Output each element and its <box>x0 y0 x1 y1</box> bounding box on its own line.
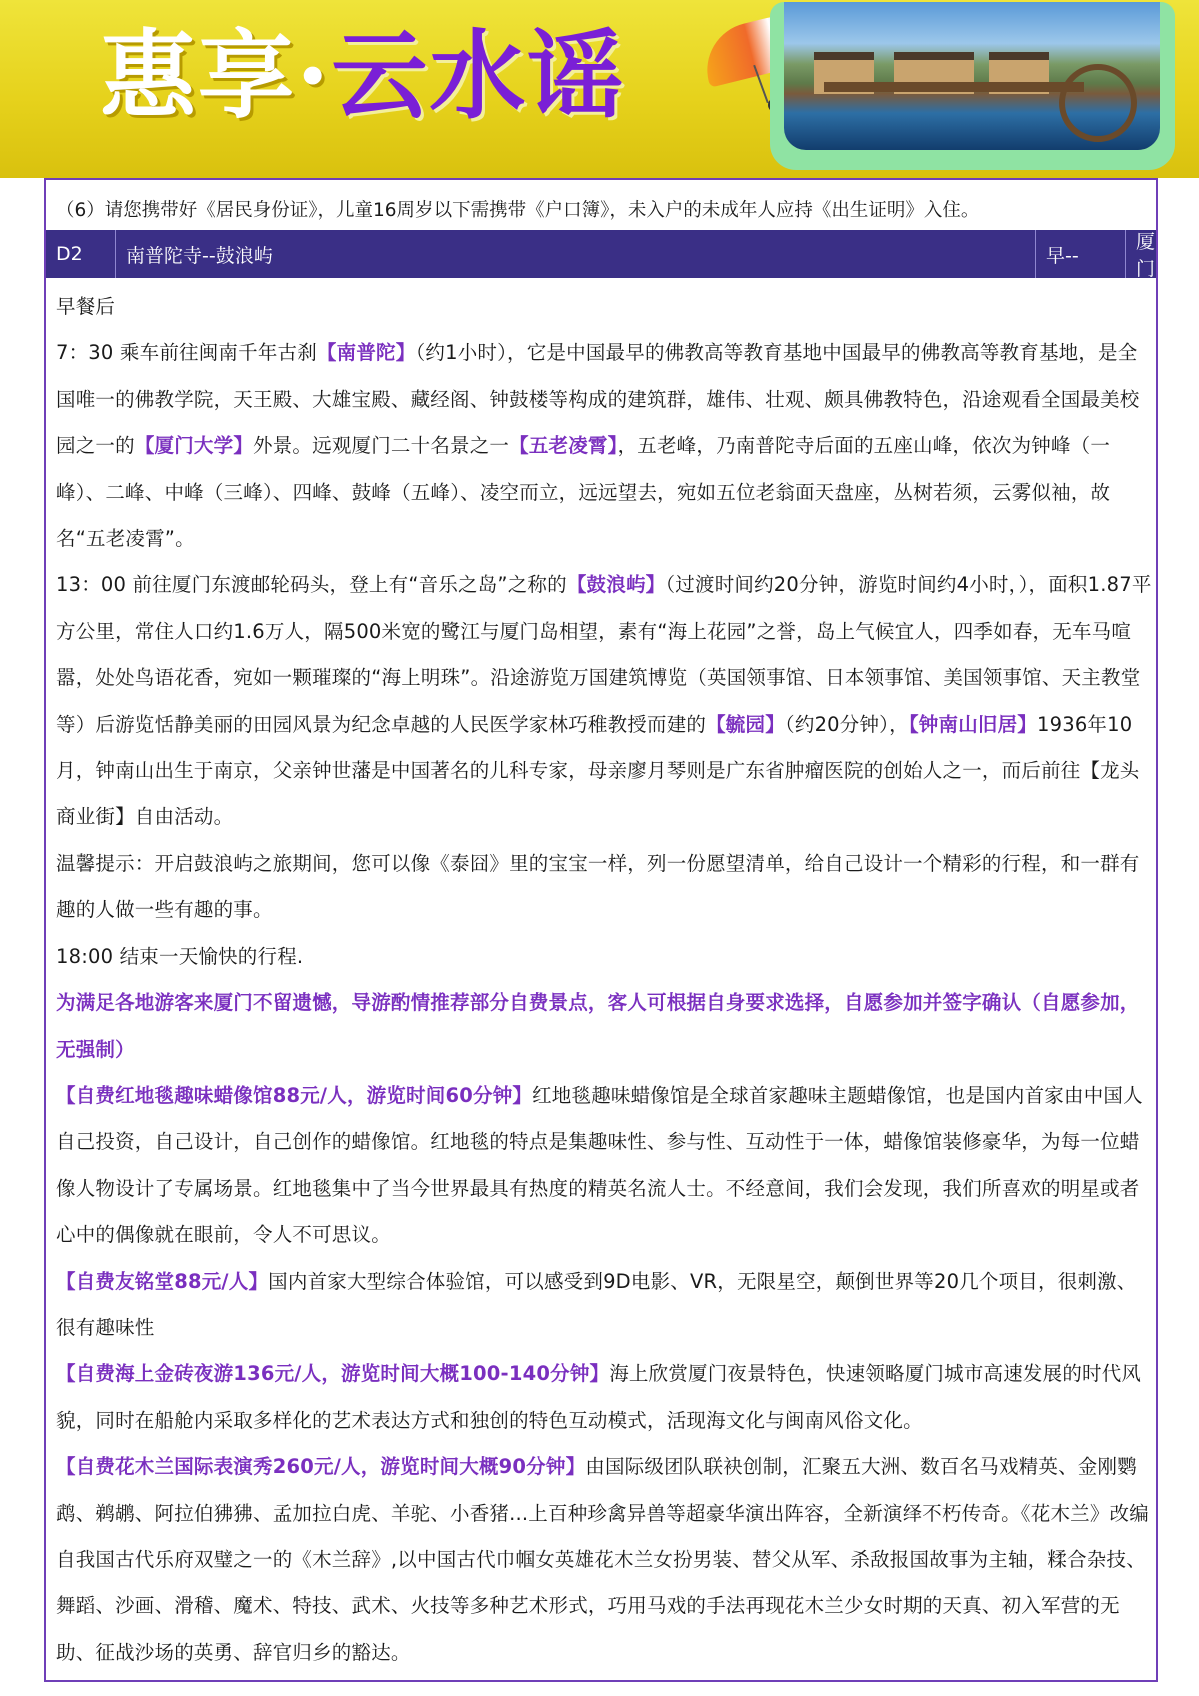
optional-wax-museum-text: 红地毯趣味蜡像馆是全球首家趣味主题蜡像馆，也是国内首家由中国人自己投资，自己设计，自己创作的蜡像馆。红地毯的特点是集趣味性、参与性、互动性于一体，蜡像馆装修豪华，为每一位蜡像人物设计了专属场景。红地毯集中了当今世界最具有热度的精英名流人士。不经意间，我们会发现，我们所喜欢的明星或者心中的偶像就在眼前，令人不可思议。 <box>56 1083 1143 1247</box>
optional-night-cruise <box>56 1351 1152 1444</box>
day-meals: 早-- <box>1036 230 1126 278</box>
text-segment: 7：30 乘车前往闽南千年古刹 <box>56 341 317 365</box>
highlight-zhongnanshan: 【钟南山旧居】 <box>908 712 1037 736</box>
optional-night-cruise-title: 【自费海上金砖夜游136元/人，游览时间大概100-140分钟】 <box>56 1362 610 1386</box>
highlight-wulao: 【五老凌霄】 <box>509 434 618 458</box>
end-of-day: 18:00 结束一天愉快的行程. <box>56 944 304 968</box>
paragraph-nanputuo <box>56 330 1152 562</box>
optional-wax-museum-title: 【自费红地毯趣味蜡像馆88元/人，游览时间60分钟】 <box>56 1083 533 1107</box>
highlight-nanputuo: 【南普陀】 <box>316 341 416 365</box>
optional-attractions-note: 为满足各地游客来厦门不留遗憾，导游酌情推荐部分自费景点，客人可根据自身要求选择，自愿参加并签字确认（自愿参加，无强制） <box>56 991 1140 1061</box>
text-segment: （约20分钟）， <box>784 712 909 736</box>
highlight-yuyuan: 【毓园】 <box>706 712 785 736</box>
text-segment: （约1小时），它是中国最早的佛教高等教育基地中国最早的佛教高等教育基地，是全国唯一的佛教学院，天王殿、大雄宝殿、藏经阁、钟鼓楼等构成的建筑群，雄伟、壮观、颇具佛教特色，沿途观看全国最美校园之一的 <box>56 341 1140 458</box>
suitcase-scenery-image <box>770 2 1175 176</box>
banner-title-dot: · <box>296 19 332 132</box>
day-number: D2 <box>46 230 116 278</box>
village-scene <box>784 2 1160 150</box>
text-segment: ，五老峰，乃南普陀寺后面的五座山峰，依次为钟峰（一峰）、二峰、中峰（三峰）、四峰、鼓峰（五峰）、凌空而立，远远望去，宛如五位老翁面天盘座，丛树若须，云雾似袖，故名“五老凌霄”。 <box>56 434 1111 551</box>
id-document-note: （6）请您携带好《居民身份证》，儿童16周岁以下需携带《户口簿》，未入户的未成年人应持《出生证明》入住。 <box>56 200 980 221</box>
optional-youmingtang <box>56 1259 1152 1352</box>
itinerary-box <box>44 178 1158 1682</box>
optional-wax-museum <box>56 1073 1152 1259</box>
optional-mulan-show <box>56 1444 1152 1676</box>
optional-night-cruise-text: 海上欣赏厦门夜景特色，快速领略厦门城市高速发展的时代风貌，同时在船舱内采取多样化的艺术表达方式和独创的特色互动模式，活现海文化与闽南风俗文化。 <box>56 1362 1142 1432</box>
day-stay: 厦门 <box>1136 231 1156 280</box>
text-segment: （过渡时间约20分钟，游览时间约4小时，），面积1.87平方公里，常住人口约1.6万人，隔500米宽的鹭江与厦门岛相望，素有“海上花园”之誉，岛上气候宜人，四季如春，无车马喧嚣，处处鸟语花香，宛如一颗璀璨的“海上明珠”。沿途游览万国建筑博览（英国领事馆、日本领事馆、美国领事馆、天主教堂等）后游览恬静美丽的田园风景为纪念卓越的人民医学家林巧稚教授而建的 <box>56 573 1152 736</box>
water-wheel <box>1059 64 1137 142</box>
banner-title-part1: 惠享 <box>100 19 296 132</box>
highlight-gulangyu: 【鼓浪屿】 <box>566 573 666 597</box>
text-segment: 外景。远观厦门二十名景之一 <box>253 434 510 458</box>
highlight-xiamen-university: 【厦门大学】 <box>134 434 254 458</box>
day-route: 南普陀寺--鼓浪屿 <box>116 230 1036 278</box>
day-header-bar <box>46 230 1156 278</box>
banner-title-part2: 云水谣 <box>331 19 626 132</box>
paragraph-gulangyu <box>56 562 1152 840</box>
optional-youmingtang-text: 国内首家大型综合体验馆，可以感受到9D电影、VR，无限星空，颠倒世界等20几个项目，很刺激、很有趣味性 <box>56 1269 1137 1339</box>
page-banner <box>0 0 1199 178</box>
itinerary-body <box>56 284 1152 1676</box>
warm-tip: 温馨提示：开启鼓浪屿之旅期间，您可以像《泰囧》里的宝宝一样，列一份愿望清单，给自己设计一个精彩的行程，和一群有趣的人做一些有趣的事。 <box>56 851 1140 922</box>
wooden-bridge <box>824 82 1084 92</box>
text-segment: 13：00 前往厦门东渡邮轮码头，登上有“音乐之岛”之称的 <box>56 573 567 597</box>
optional-youmingtang-title: 【自费友铭堂88元/人】 <box>56 1269 269 1293</box>
optional-mulan-show-text: 由国际级团队联袂创制，汇聚五大洲、数百名马戏精英、金刚鹦鹉、鹈鹕、阿拉伯狒狒、孟加拉白虎、羊驼、小香猪...上百种珍禽异兽等超豪华演出阵容，全新演绎不朽传奇。《花木兰》改编自我国古代乐府双璧之一的《木兰辞》,以中国古代巾帼女英雄花木兰女扮男装、替父从军、杀敌报国故事为主轴，糅合杂技、舞蹈、沙画、滑稽、魔术、特技、武术、火技等多种艺术形式，巧用马戏的手法再现花木兰少女时期的天真、初入军营的无助、征战沙场的英勇、辞官归乡的豁达。 <box>56 1455 1149 1664</box>
breakfast-line: 早餐后 <box>56 295 116 318</box>
text-segment: 1936年10月，钟南山出生于南京，父亲钟世藩是中国著名的儿科专家，母亲廖月琴则是广东省肿瘤医院的创始人之一，而后前往【龙头商业街】自由活动。 <box>56 712 1140 829</box>
banner-title <box>100 19 626 132</box>
optional-mulan-show-title: 【自费花木兰国际表演秀260元/人，游览时间大概90分钟】 <box>56 1455 586 1479</box>
